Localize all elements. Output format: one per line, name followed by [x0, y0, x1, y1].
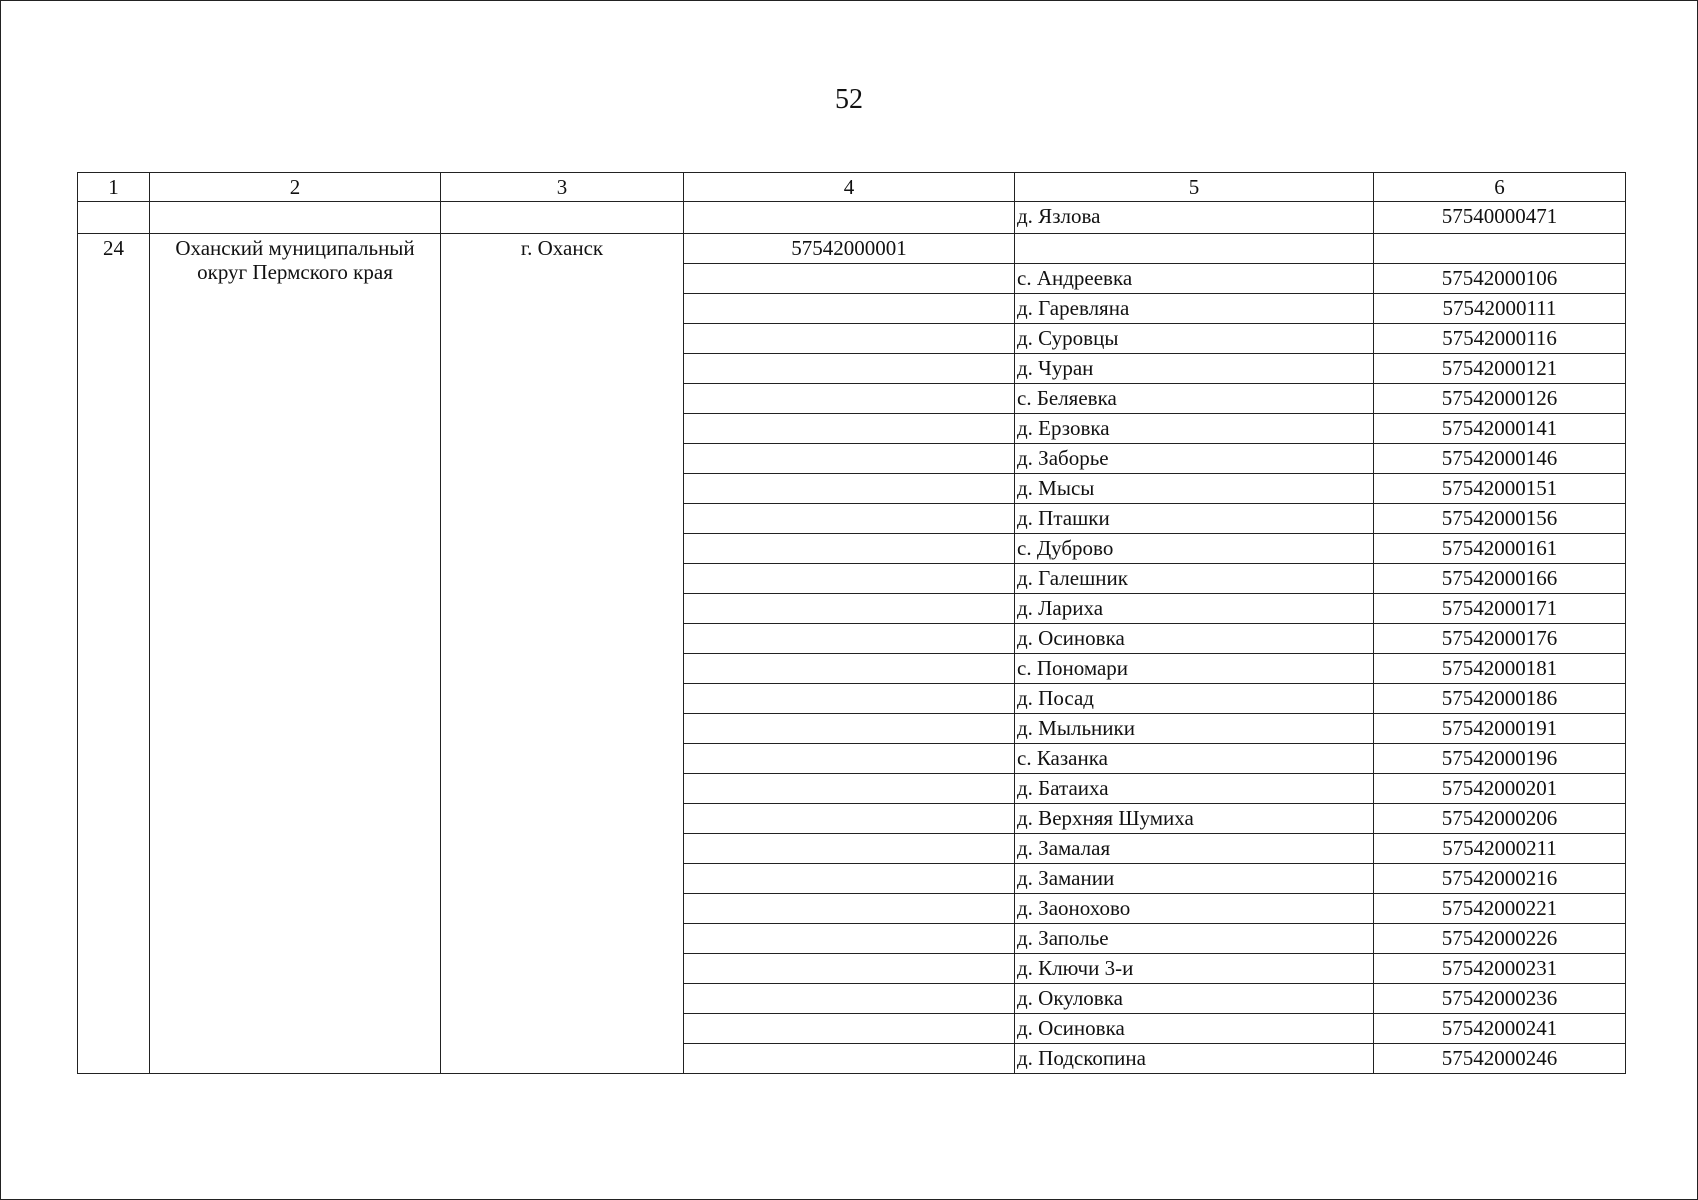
settlement-name: д. Батаиха: [1015, 774, 1374, 804]
row-number: 24: [78, 234, 150, 1074]
settlement-code: 57542000216: [1374, 864, 1626, 894]
empty-cell: [684, 804, 1015, 834]
settlement-code: 57542000116: [1374, 324, 1626, 354]
settlement-code: 57542000211: [1374, 834, 1626, 864]
empty-cell: [684, 624, 1015, 654]
settlement-name: д. Замалая: [1015, 834, 1374, 864]
empty-cell: [684, 504, 1015, 534]
empty-cell: [684, 864, 1015, 894]
settlement-name: с. Казанка: [1015, 744, 1374, 774]
settlement-name: д. Пташки: [1015, 504, 1374, 534]
municipality-name: Оханский муниципальный округ Пермского края: [150, 234, 441, 1074]
settlement-code: 57540000471: [1374, 202, 1626, 234]
empty-cell: [684, 294, 1015, 324]
settlement-code: 57542000226: [1374, 924, 1626, 954]
empty-cell: [441, 202, 684, 234]
empty-cell: [78, 202, 150, 234]
settlement-code: 57542000161: [1374, 534, 1626, 564]
settlement-code: 57542000111: [1374, 294, 1626, 324]
empty-cell: [684, 324, 1015, 354]
settlement-code: 57542000121: [1374, 354, 1626, 384]
settlement-name: с. Андреевка: [1015, 264, 1374, 294]
empty-cell: [1374, 234, 1626, 264]
settlement-name: д. Ключи 3-и: [1015, 954, 1374, 984]
settlement-code: 57542000236: [1374, 984, 1626, 1014]
settlement-name: д. Подскопина: [1015, 1044, 1374, 1074]
settlement-name: д. Посад: [1015, 684, 1374, 714]
settlement-code: 57542000206: [1374, 804, 1626, 834]
settlement-code: 57542000106: [1374, 264, 1626, 294]
settlement-name: д. Осиновка: [1015, 624, 1374, 654]
settlement-name: д. Мысы: [1015, 474, 1374, 504]
settlement-code: 57542000246: [1374, 1044, 1626, 1074]
column-header-2: 2: [150, 173, 441, 202]
column-header-6: 6: [1374, 173, 1626, 202]
settlement-name: д. Ерзовка: [1015, 414, 1374, 444]
settlement-code: 57542000221: [1374, 894, 1626, 924]
empty-cell: [684, 202, 1015, 234]
empty-cell: [684, 834, 1015, 864]
column-header-3: 3: [441, 173, 684, 202]
empty-cell: [684, 1014, 1015, 1044]
settlement-name: д. Суровцы: [1015, 324, 1374, 354]
settlement-name: д. Верхняя Шумиха: [1015, 804, 1374, 834]
settlement-name: д. Осиновка: [1015, 1014, 1374, 1044]
empty-cell: [684, 744, 1015, 774]
empty-cell: [150, 202, 441, 234]
empty-cell: [684, 534, 1015, 564]
center-code: 57542000001: [684, 234, 1015, 264]
continuation-row: [78, 202, 1626, 234]
empty-cell: [684, 954, 1015, 984]
column-header-1: 1: [78, 173, 150, 202]
settlement-code: 57542000126: [1374, 384, 1626, 414]
settlement-code: 57542000191: [1374, 714, 1626, 744]
empty-cell: [684, 474, 1015, 504]
column-header-5: 5: [1015, 173, 1374, 202]
empty-cell: [684, 594, 1015, 624]
empty-cell: [684, 984, 1015, 1014]
empty-cell: [684, 654, 1015, 684]
empty-cell: [684, 444, 1015, 474]
settlement-code: 57542000151: [1374, 474, 1626, 504]
settlement-name: д. Галешник: [1015, 564, 1374, 594]
settlement-code: 57542000166: [1374, 564, 1626, 594]
empty-cell: [1015, 234, 1374, 264]
settlement-code: 57542000146: [1374, 444, 1626, 474]
settlement-name: д. Язлова: [1015, 202, 1374, 234]
settlement-code: 57542000176: [1374, 624, 1626, 654]
settlement-name: с. Дуброво: [1015, 534, 1374, 564]
settlement-code: 57542000241: [1374, 1014, 1626, 1044]
settlement-name: д. Гаревляна: [1015, 294, 1374, 324]
empty-cell: [684, 894, 1015, 924]
settlement-code: 57542000181: [1374, 654, 1626, 684]
page-number: 52: [835, 84, 863, 115]
settlement-name: д. Заборье: [1015, 444, 1374, 474]
settlement-name: с. Беляевка: [1015, 384, 1374, 414]
empty-cell: [684, 264, 1015, 294]
empty-cell: [684, 564, 1015, 594]
settlement-code: 57542000196: [1374, 744, 1626, 774]
empty-cell: [684, 684, 1015, 714]
settlement-name: с. Пономари: [1015, 654, 1374, 684]
empty-cell: [684, 924, 1015, 954]
settlements-table: [77, 172, 1626, 1074]
settlement-code: 57542000231: [1374, 954, 1626, 984]
settlement-code: 57542000171: [1374, 594, 1626, 624]
settlement-name: д. Лариха: [1015, 594, 1374, 624]
settlement-name: д. Заонохово: [1015, 894, 1374, 924]
column-header-4: 4: [684, 173, 1015, 202]
settlement-code: 57542000156: [1374, 504, 1626, 534]
empty-cell: [684, 354, 1015, 384]
empty-cell: [684, 384, 1015, 414]
settlement-code: 57542000186: [1374, 684, 1626, 714]
settlement-name: д. Замании: [1015, 864, 1374, 894]
settlement-name: д. Мыльники: [1015, 714, 1374, 744]
administrative-center: г. Оханск: [441, 234, 684, 1074]
settlement-name: д. Чуран: [1015, 354, 1374, 384]
settlement-code: 57542000201: [1374, 774, 1626, 804]
empty-cell: [684, 1044, 1015, 1074]
empty-cell: [684, 774, 1015, 804]
municipality-row: [78, 234, 1626, 264]
empty-cell: [684, 714, 1015, 744]
settlement-name: д. Заполье: [1015, 924, 1374, 954]
header-row: [78, 173, 1626, 202]
empty-cell: [684, 414, 1015, 444]
settlement-name: д. Окуловка: [1015, 984, 1374, 1014]
settlement-code: 57542000141: [1374, 414, 1626, 444]
